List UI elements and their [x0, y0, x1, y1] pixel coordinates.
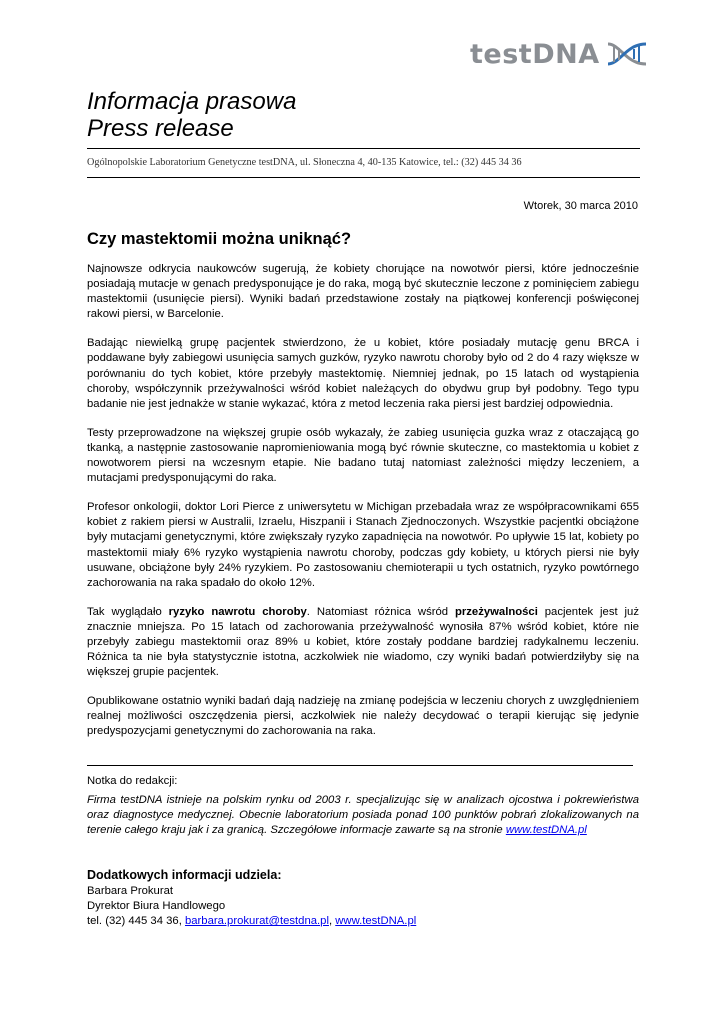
bold-text: przeżywalności: [454, 605, 538, 618]
paragraph: Najnowsze odkrycia naukowców sugerują, że kobiety chorujące na nowotwór piersi, które jednocześnie posiadają mutacje w genach predysponujące je do raka, mogą być skutecznie leczone z pominięciem zabiegu mastektomii (usunięcie piersi). Wyniki badań przedstawione zostały na piątkowej konferencji poświęconej rakowi piersi, w Barcelonie.: [87, 263, 639, 321]
logo-text: testDNA: [470, 38, 600, 70]
firm-description: [87, 793, 639, 838]
text: Tak wyglądało: [87, 605, 169, 618]
contact-heading: Dodatkowych informacji udziela:: [87, 868, 282, 882]
dna-helix-icon: [606, 41, 648, 67]
paragraph: Opublikowane ostatnio wyniki badań dają nadzieję na zmianę podejścia w leczeniu chorych z uwzględnieniem realnej możliwości oszczędzenia piersi, aczkolwiek nie należy decydować o terapii kierując się jedynie predyspozycjami genetycznymi do zachorowania na raka.: [87, 695, 639, 738]
header-rule-top: [87, 148, 640, 149]
title-polish: Informacja prasowa: [87, 88, 297, 115]
text: pacjentek jest już znacznie mniejsza. Po 15 latach od zachorowania przeżywalność wynosiła 87% wśród kobiet, które nie przebyły zabiegu mastektomii oraz 89% u kobiet, które zostały poddane bardziej radykalnemu leczeniu. Różnica ta nie była statystycznie istotna, aczkolwiek nie wiadomo, czy wyniki badań potwierdziłyby się na większej grupie pacjentek.: [87, 605, 639, 679]
paragraph: [87, 605, 639, 680]
page-title: [87, 88, 296, 142]
release-date: Wtorek, 30 marca 2010: [523, 200, 638, 212]
contact-phone: tel. (32) 445 34 36,: [87, 915, 185, 928]
paragraph: Profesor onkologii, doktor Lori Pierce z uniwersytetu w Michigan przebadała wraz ze współpracownikami 655 kobiet z rakiem piersi w Australii, Izraelu, Hiszpanii i Stanach Zjednoczonych. Wszystkie pacjentki obciążone były mutacjami genetycznymi, które zwiększały ryzyko zapadnięcia na nowotwór. Po upływie 15 lat, kobiety po mastektomii miały 6% ryzyko wystąpienia nawrotu choroby, podczas gdy kobiety, u których piersi nie były usuwane, obciążone były 24% ryzykiem. Po zastosowaniu chemioterapii u tych ostatnich, ryzyko powtórnego zachorowania na raka spadało do około 12%.: [87, 501, 639, 589]
article-body: [87, 262, 639, 754]
notes-divider: [87, 765, 633, 766]
text: . Natomiast różnica wśród: [306, 605, 455, 618]
header-rule-bottom: [87, 177, 640, 178]
separator: ,: [328, 915, 336, 928]
article-headline: Czy mastektomii można uniknąć?: [87, 230, 352, 248]
contact-role: Dyrektor Biura Handlowego: [87, 900, 226, 913]
paragraph: Testy przeprowadzone na większej grupie osób wykazały, że zabieg usunięcia guzka wraz z otaczającą go tkanką, a następnie zastosowanie napromieniowania mogą być równie skuteczne, co mastektomia u kobiet z nowotworem piersi na wczesnym etapie. Nie badano tutaj natomiast zależności między leczeniem, a mutacjami predysponującymi do raka.: [87, 426, 639, 485]
lab-address: Ogólnopolskie Laboratorium Genetyczne testDNA, ul. Słoneczna 4, 40-135 Katowice, tel.: (32) 445 34 36: [87, 157, 522, 168]
contact-name: Barbara Prokurat: [87, 885, 174, 898]
bold-text: ryzyko nawrotu choroby: [168, 605, 307, 618]
website-link[interactable]: www.testDNA.pl: [505, 824, 587, 837]
email-link[interactable]: barbara.prokurat@testdna.pl: [184, 915, 329, 928]
contact-line: [87, 914, 639, 929]
website-link[interactable]: www.testDNA.pl: [335, 915, 417, 928]
editor-note: [87, 774, 639, 838]
title-english: Press release: [87, 115, 234, 142]
testdna-logo: [470, 36, 650, 72]
paragraph: Badając niewielką grupę pacjentek stwierdzono, że u kobiet, które posiadały mutację genu BRCA i poddawane były zabiegowi usunięcia samych guzków, ryzyko nawrotu choroby było od 2 do 4 razy większe w porównaniu do tych kobiet, które przebyły mastektomię. Niemniej jednak, po 15 latach od wystąpienia choroby, współczynnik przeżywalności wśród kobiet należących do obydwu grup był podobny. Tego typu badanie nie jest jednakże w stanie wykazać, która z metod leczenia raka piersi jest bardziej odpowiednia.: [87, 337, 639, 410]
contact-info: [87, 868, 639, 929]
note-label: Notka do redakcji:: [87, 775, 178, 787]
text: Firma testDNA istnieje na polskim rynku od 2003 r. specjalizując się w analizach ojcostwa i pokrewieństwa oraz diagnostyce medycznej. Obecnie laboratorium posiada ponad 100 punktów pobrań zlokalizowanych na terenie całego kraju jak i za granicą. Szczegółowe informacje zawarte są na stronie: [87, 794, 639, 837]
